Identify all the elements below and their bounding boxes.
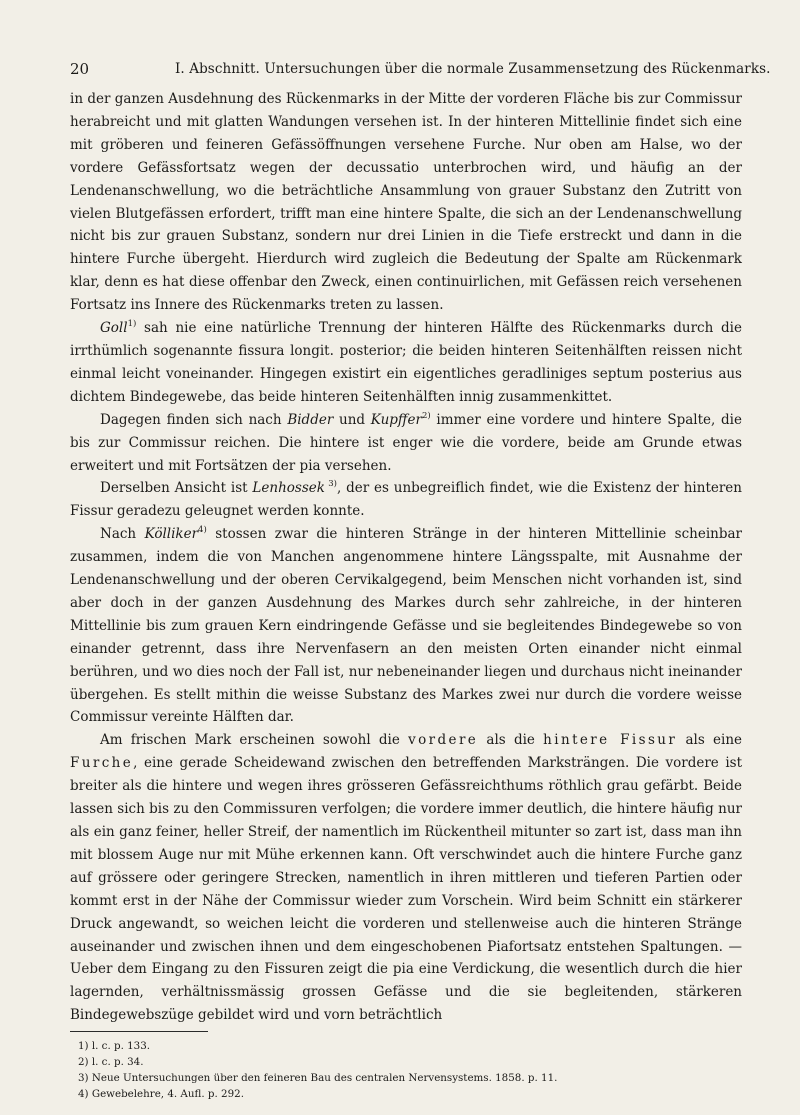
paragraph-4: Derselben Ansicht ist Lenhossek $^{3)}$, der es unbegreiflich findet, wie die Existenz der hinteren Fissur geradezu geleugnet werden konnte.: [70, 479, 742, 520]
author-kupffer: Kupffer: [370, 411, 422, 428]
page-number: 20: [70, 60, 90, 78]
footnote-divider: [70, 1031, 208, 1032]
author-lenhossek: Lenhossek: [252, 480, 325, 497]
author-goll: Goll: [100, 320, 128, 337]
footnote-2: 2) l. c. p. 34.: [78, 1056, 144, 1069]
footnote-1: 1) l. c. p. 133.: [78, 1040, 151, 1052]
spaced-vordere: vordere: [408, 732, 479, 749]
paragraph-6: Am frischen Mark erscheinen sowohl die vordere als die hintere Fissur als eine Furche, eine gerade Scheidewand zwischen den betreffenden Marksträngen. Die vordere ist breiter als die hintere und wegen ihres grösseren Gefässreichthums röthlich grau gefärbt. Beide lassen sich bis zu den Commissuren verfolgen; die vordere immer deutlich, die hintere häufig nur als ein ganz feiner, heller Streif, der namentlich im Rückentheil mitunter so zart ist, dass man ihn mit blossem Auge nur mit Mühe erkennen kann. Oft verschwindet auch die hintere Furche ganz auf grössere oder geringere Strecken, namentlich in ihren mittleren und tieferen Partien oder kommt erst in der Nähe der Commissur wieder zum Vorschein. Wird beim Schnitt ein stärkerer Druck angewandt, so weichen leicht die vorderen und stellenweise auch die hinteren Stränge auseinander und zwischen ihnen und dem eingeschobenen Piafortsatz entstehen Spaltungen. — Ueber dem Eingang zu den Fissuren zeigt die pia eine Verdickung, die wesentlich durch die hier lagernden, verhältnissmässig grossen Gefässe und die sie begleitenden, stärkeren Bindegewebszüge gebildet wird und vorn beträchtlich: [70, 732, 743, 1024]
footnote-ref-1: 1): [127, 319, 137, 330]
footnote-3: 3) Neue Untersuchungen über den feineren Bau des centralen Nervensystems. 1858. p. 11.: [78, 1072, 558, 1085]
footnote-4: 4) Gewebelehre, 4. Aufl. p. 292.: [78, 1088, 244, 1101]
paragraph-3: Dagegen finden sich nach Bidder und Kupffer$^{2)}$ immer eine vordere und hintere Spalte, die bis zur Commissur reichen. Die hintere ist enger wie die vordere, beide am Grunde etwas erweitert und mit Fortsätzen der pia versehen.: [70, 410, 742, 474]
author-koelliker: Kölliker: [144, 526, 199, 543]
spaced-furche: Furche: [70, 755, 134, 772]
paragraph-5: Nach Kölliker$^{4)}$ stossen zwar die hinteren Stränge in der hinteren Mittellinie scheinbar zusammen, indem die von Manchen angenommene hintere Längsspalte, mit Ausnahme der Lendenanschwellung und der oberen Cervikalgegend, beim Menschen nicht vorhanden ist, sind aber doch in der ganzen Ausdehnung des Markes durch sehr zahlreiche, in der hinteren Mittellinie bis zum grauen Kern eindringende Gefässe und sie begleitendes Bindegewebe so von einander getrennt, dass ihre Nervenfasern an den meisten Orten einander nicht einmal berühren, und wo dies noch der Fall ist, nur nebeneinander liegen und durchaus nicht ineinander übergehen. Es stellt mithin die weisse Substanz des Markes zwei nur durch die vordere weisse Commissur vereinte Hälften dar.: [70, 525, 742, 726]
paragraph-2: [70, 317, 742, 409]
footnote-ref-2: 2): [421, 410, 431, 421]
paragraph-2-text: sah nie eine natürliche Trennung der hinteren Hälfte des Rückenmarks durch die irrthümlich sogenannte fissura longit. posterior; die beiden hinteren Seitenhälften reissen nicht einmal leicht voneinander. Hingegen existirt ein eigentliches geradliniges septum posterius aus dichtem Bindegewebe, das beide hinteren Seitenhälften innig zusammenkittet.: [70, 320, 742, 405]
running-title: I. Abschnitt. Untersuchungen über die normale Zusammensetzung des Rückenmarks.: [175, 61, 771, 77]
spaced-hintere-fissur: hintere Fissur: [543, 732, 678, 749]
paragraph-5-text: stossen zwar die hinteren Stränge in der hinteren Mittellinie scheinbar zusammen, indem die von Manchen angenommene hintere Längsspalte, mit Ausnahme der Lendenanschwellung und der oberen Cervikalgegend, beim Menschen nicht vorhanden ist, sind aber doch in der ganzen Ausdehnung des Markes durch sehr zahlreiche, in der hinteren Mittellinie bis zum grauen Kern eindringende Gefässe und sie begleitendes Bindegewebe so von einander getrennt, dass ihre Nervenfasern an den meisten Orten einander nicht einmal berühren, und wo dies noch der Fall ist, nur nebeneinander liegen und durchaus nicht ineinander übergehen. Es stellt mithin die weisse Substanz des Markes zwei nur durch die vordere weisse Commissur vereinte Hälften dar.: [70, 526, 742, 726]
paragraph-1: in der ganzen Ausdehnung des Rückenmarks in der Mitte der vorderen Fläche bis zur Commissur herabreicht und mit glatten Wandungen versehen ist. In der hinteren Mittellinie findet sich eine mit gröberen und feineren Gefässöffnungen versehene Furche. Nur oben am Halse, wo der vordere Gefässfortsatz wegen der decussatio unterbrochen wird, und häufig an der Lendenanschwellung, wo die beträchtliche Ansammlung von grauer Substanz den Zutritt von vielen Blutgefässen erfordert, trifft man eine hintere Spalte, die sich an der Lendenanschwellung nicht bis zur grauen Substanz, sondern nur drei Linien in die Tiefe erstreckt und dann in die hintere Furche übergeht. Hierdurch wird zugleich die Bedeutung der Spalte am Rückenmark klar, denn es hat diese offenbar den Zweck, einen continuirlichen, mit Gefässen reich versehenen Fortsatz ins Innere des Rückenmarks treten zu lassen.: [70, 91, 742, 314]
footnotes: [78, 1038, 738, 1102]
author-bidder: Bidder: [287, 411, 334, 428]
paragraph-4-text: , der es unbegreiflich findet, wie die Existenz der hinteren Fissur geradezu geleugnet werden konnte.: [70, 480, 742, 520]
footnote-ref-3: 3): [328, 479, 337, 490]
main-text: [70, 88, 742, 1027]
paragraph-3-text: immer eine vordere und hintere Spalte, die bis zur Commissur reichen. Die hintere ist enger wie die vordere, beide am Grunde etwas erweitert und mit Fortsätzen der pia versehen.: [70, 411, 742, 474]
footnote-ref-4: 4): [198, 525, 207, 536]
paragraph-6-text: , eine gerade Scheidewand zwischen den betreffenden Marksträngen. Die vordere ist breiter als die hintere und wegen ihres grösseren Gefässreichthums röthlich grau gefärbt. Beide lassen sich bis zu den Commissuren verfolgen; die vordere immer deutlich, die hintere häufig nur als ein ganz feiner, heller Streif, der namentlich im Rückentheil mitunter so zart ist, dass man ihn mit blossem Auge nur mit Mühe erkennen kann. Oft verschwindet auch die hintere Furche ganz auf grössere oder geringere Strecken, namentlich in ihren mittleren und tieferen Partien oder kommt erst in der Nähe der Commissur wieder zum Vorschein. Wird beim Schnitt ein stärkerer Druck angewandt, so weichen leicht die vorderen und stellenweise auch die hinteren Stränge auseinander und zwischen ihnen und dem eingeschobenen Piafortsatz entstehen Spaltungen. — Ueber dem Eingang zu den Fissuren zeigt die pia eine Verdickung, die wesentlich durch die hier lagernden, verhältnissmässig grossen Gefässe und die sie begleitenden, stärkeren Bindegewebszüge gebildet wird und vorn beträchtlich: [70, 755, 742, 1024]
